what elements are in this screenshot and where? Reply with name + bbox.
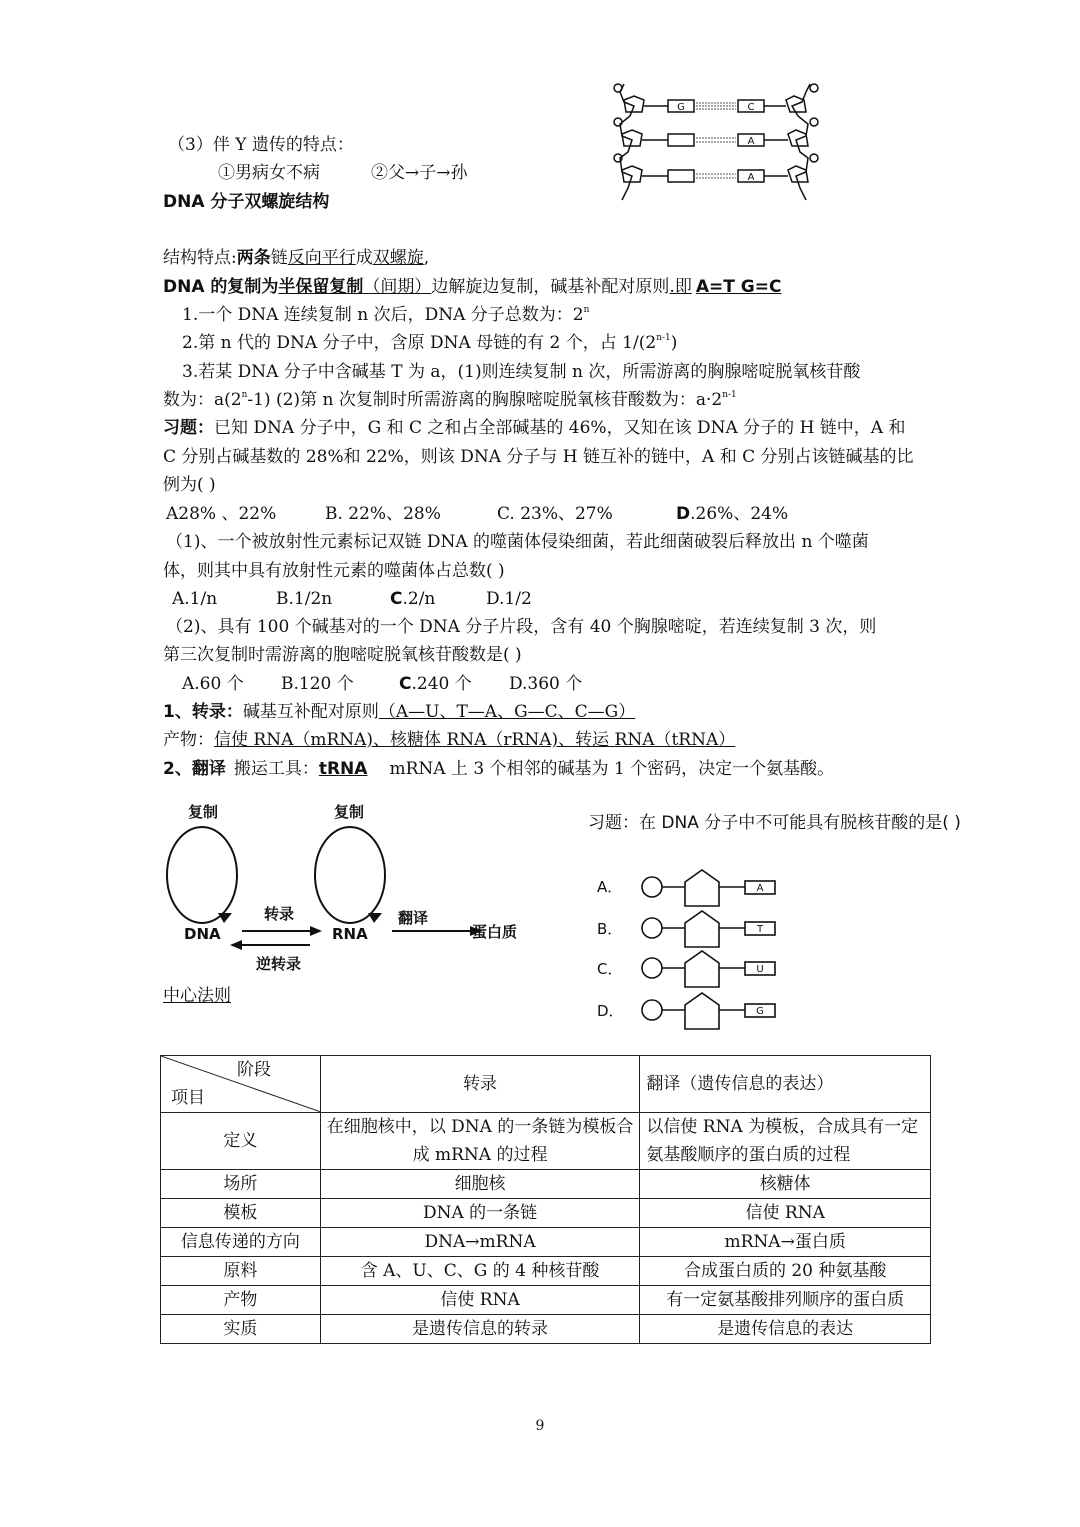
option-b-letter: B． [597, 920, 623, 938]
y-linked-point2: ②父→子→孙 [371, 163, 468, 183]
row-translation: mRNA→蛋白质 [640, 1228, 931, 1257]
row-translation: 信使 RNA [640, 1199, 931, 1228]
exercise1-option-b: B. 22%、28% [325, 504, 441, 524]
option-a-base: A [756, 883, 764, 894]
exercise2-option-c: C.2/n [390, 589, 436, 609]
option-d-letter: D． [597, 1002, 624, 1020]
row-transcription: 含 A、U、C、G 的 4 种核苷酸 [320, 1257, 640, 1286]
table-row [161, 1113, 931, 1170]
exercise3-line2: 第三次复制时需游离的胞嘧啶脱氧核苷酸数是( ) [163, 645, 522, 665]
exercise1-option-a: A28% 、22% [166, 504, 277, 524]
right-base-3: A [747, 172, 755, 183]
y-linked-point1: ①男病女不病 [218, 163, 320, 183]
central-dogma-caption: 中心法则 [163, 986, 231, 1006]
transcription-translation-table [160, 1055, 931, 1344]
table-row [161, 1170, 931, 1199]
row-item: 定义 [161, 1113, 321, 1170]
structure-line: 结构特点:两条链反向平行成双螺旋, [163, 248, 430, 268]
row-item: 实质 [161, 1315, 321, 1344]
exercise1-line3: 例为( ) [163, 475, 216, 495]
right-base-2: A [747, 136, 755, 147]
dogma-replication-1: 复制 [188, 803, 219, 821]
central-dogma-diagram [160, 795, 540, 985]
rule-3a: 3.若某 DNA 分子中含碱基 T 为 a，(1)则连续复制 n 次，所需游离的胸腺嘧啶脱氧核苷酸 [182, 362, 861, 382]
row-translation: 以信使 RNA 为模板，合成具有一定氨基酸顺序的蛋白质的过程 [640, 1113, 931, 1170]
row-translation: 核糖体 [640, 1170, 931, 1199]
row-item: 原料 [161, 1257, 321, 1286]
row-item: 模板 [161, 1199, 321, 1228]
table-row [161, 1199, 931, 1228]
dogma-rna: RNA [332, 925, 368, 943]
corner-top-label: 阶段 [237, 1060, 271, 1080]
option-c-base: U [756, 964, 764, 975]
row-translation: 有一定氨基酸排列顺序的蛋白质 [640, 1286, 931, 1315]
rule-1: 1.一个 DNA 连续复制 n 次后，DNA 分子总数为：2$^n$ [182, 305, 590, 325]
table-row [161, 1315, 931, 1344]
exercise3-option-a: A.60 个 [182, 674, 244, 694]
dogma-reverse-transcription: 逆转录 [256, 955, 302, 973]
row-transcription: 信使 RNA [320, 1286, 640, 1315]
y-linked-heading: （3）伴 Y 遗传的特点： [168, 135, 354, 155]
exercise2-option-a: A.1/n [172, 589, 218, 609]
row-item: 信息传递的方向 [161, 1228, 321, 1257]
exercise3-option-c: C.240 个 [399, 674, 472, 694]
exercise2-line2: 体，则其中具有放射性元素的噬菌体占总数( ) [163, 561, 505, 581]
row-translation: 是遗传信息的表达 [640, 1315, 931, 1344]
translation-line: 2、翻译 搬运工具：tRNA mRNA 上 3 个相邻的碱基为 1 个密码，决定一个氨基酸。 [163, 759, 835, 779]
nucleotide-options [595, 868, 795, 1036]
row-translation: 合成蛋白质的 20 种氨基酸 [640, 1257, 931, 1286]
table-row [161, 1257, 931, 1286]
row-transcription: 是遗传信息的转录 [320, 1315, 640, 1344]
exercise3-option-d: D.360 个 [509, 674, 583, 694]
table-header-row [161, 1056, 931, 1113]
row-item: 产物 [161, 1286, 321, 1315]
exercise1-option-c: C. 23%、27% [497, 504, 613, 524]
exercise3-option-b: B.120 个 [281, 674, 354, 694]
corner-bottom-label: 项目 [171, 1088, 205, 1108]
dogma-protein: 蛋白质 [472, 923, 518, 941]
exercise1-option-d: D.26%、24% [676, 504, 789, 524]
option-b-base: T [756, 924, 764, 935]
exercise3-line1: （2)、具有 100 个碱基对的一个 DNA 分子片段，含有 40 个胸腺嘧啶，若连续复制 3 次，则 [166, 617, 877, 637]
dogma-translation: 翻译 [398, 909, 429, 927]
row-transcription: 在细胞核中，以 DNA 的一条链为模板合成 mRNA 的过程 [320, 1113, 640, 1170]
exercise2-option-b: B.1/2n [276, 589, 333, 609]
dna-ladder-figure [610, 78, 825, 206]
replication-line: DNA 的复制为半保留复制（间期）边解旋边复制，碱基补配对原则.即 A=T G=C [163, 277, 782, 297]
rule-2: 2.第 n 代的 DNA 分子中，含原 DNA 母链的有 2 个，占 1/(2$^{n-1}$) [182, 333, 678, 353]
exercise1-line1: 习题：已知 DNA 分子中，G 和 C 之和占全部碱基的 46%，又知在该 DNA 分子的 H 链中，A 和 [163, 418, 906, 438]
row-transcription: DNA 的一条链 [320, 1199, 640, 1228]
page-number: 9 [535, 1418, 545, 1434]
exercise2-line1: （1)、一个被放射性元素标记双链 DNA 的噬菌体侵染细菌，若此细菌破裂后释放出 n 个噬菌 [166, 532, 869, 552]
rule-3b: 数为：a(2$^n$-1) (2)第 n 次复制时所需游离的胸腺嘧啶脱氧核苷酸数为：$a\cdot 2^{n-1}$ [163, 390, 737, 410]
table-row [161, 1228, 931, 1257]
exercise1-line2: C 分别占碱基数的 28%和 22%，则该 DNA 分子与 H 链互补的链中，A 和 C 分别占该链碱基的比 [163, 447, 914, 467]
option-a-letter: A． [597, 878, 623, 896]
table-row [161, 1286, 931, 1315]
dogma-dna: DNA [184, 925, 221, 943]
table-corner-cell [161, 1056, 321, 1113]
dogma-transcription: 转录 [264, 905, 295, 923]
option-d-base: G [756, 1006, 764, 1017]
table-header-translation: 翻译（遗传信息的表达） [640, 1056, 931, 1113]
row-item: 场所 [161, 1170, 321, 1199]
exercise4-question: 习题：在 DNA 分子中不可能具有脱核苷酸的是( ) [588, 813, 961, 833]
exercise2-option-d: D.1/2 [486, 589, 532, 609]
row-transcription: DNA→mRNA [320, 1228, 640, 1257]
transcription-line: 1、转录：碱基互补配对原则（A—U、T—A、G—C、C—G） [163, 702, 636, 722]
table-header-transcription: 转录 [320, 1056, 640, 1113]
transcription-products: 产物：信使 RNA（mRNA)、核糖体 RNA（rRNA)、转运 RNA（tRNA） [163, 730, 736, 750]
right-base-1: C [747, 102, 755, 113]
option-c-letter: C． [597, 960, 623, 978]
dna-structure-title: DNA 分子双螺旋结构 [163, 192, 330, 212]
dogma-replication-2: 复制 [334, 803, 365, 821]
row-transcription: 细胞核 [320, 1170, 640, 1199]
left-base-1: G [677, 102, 685, 113]
